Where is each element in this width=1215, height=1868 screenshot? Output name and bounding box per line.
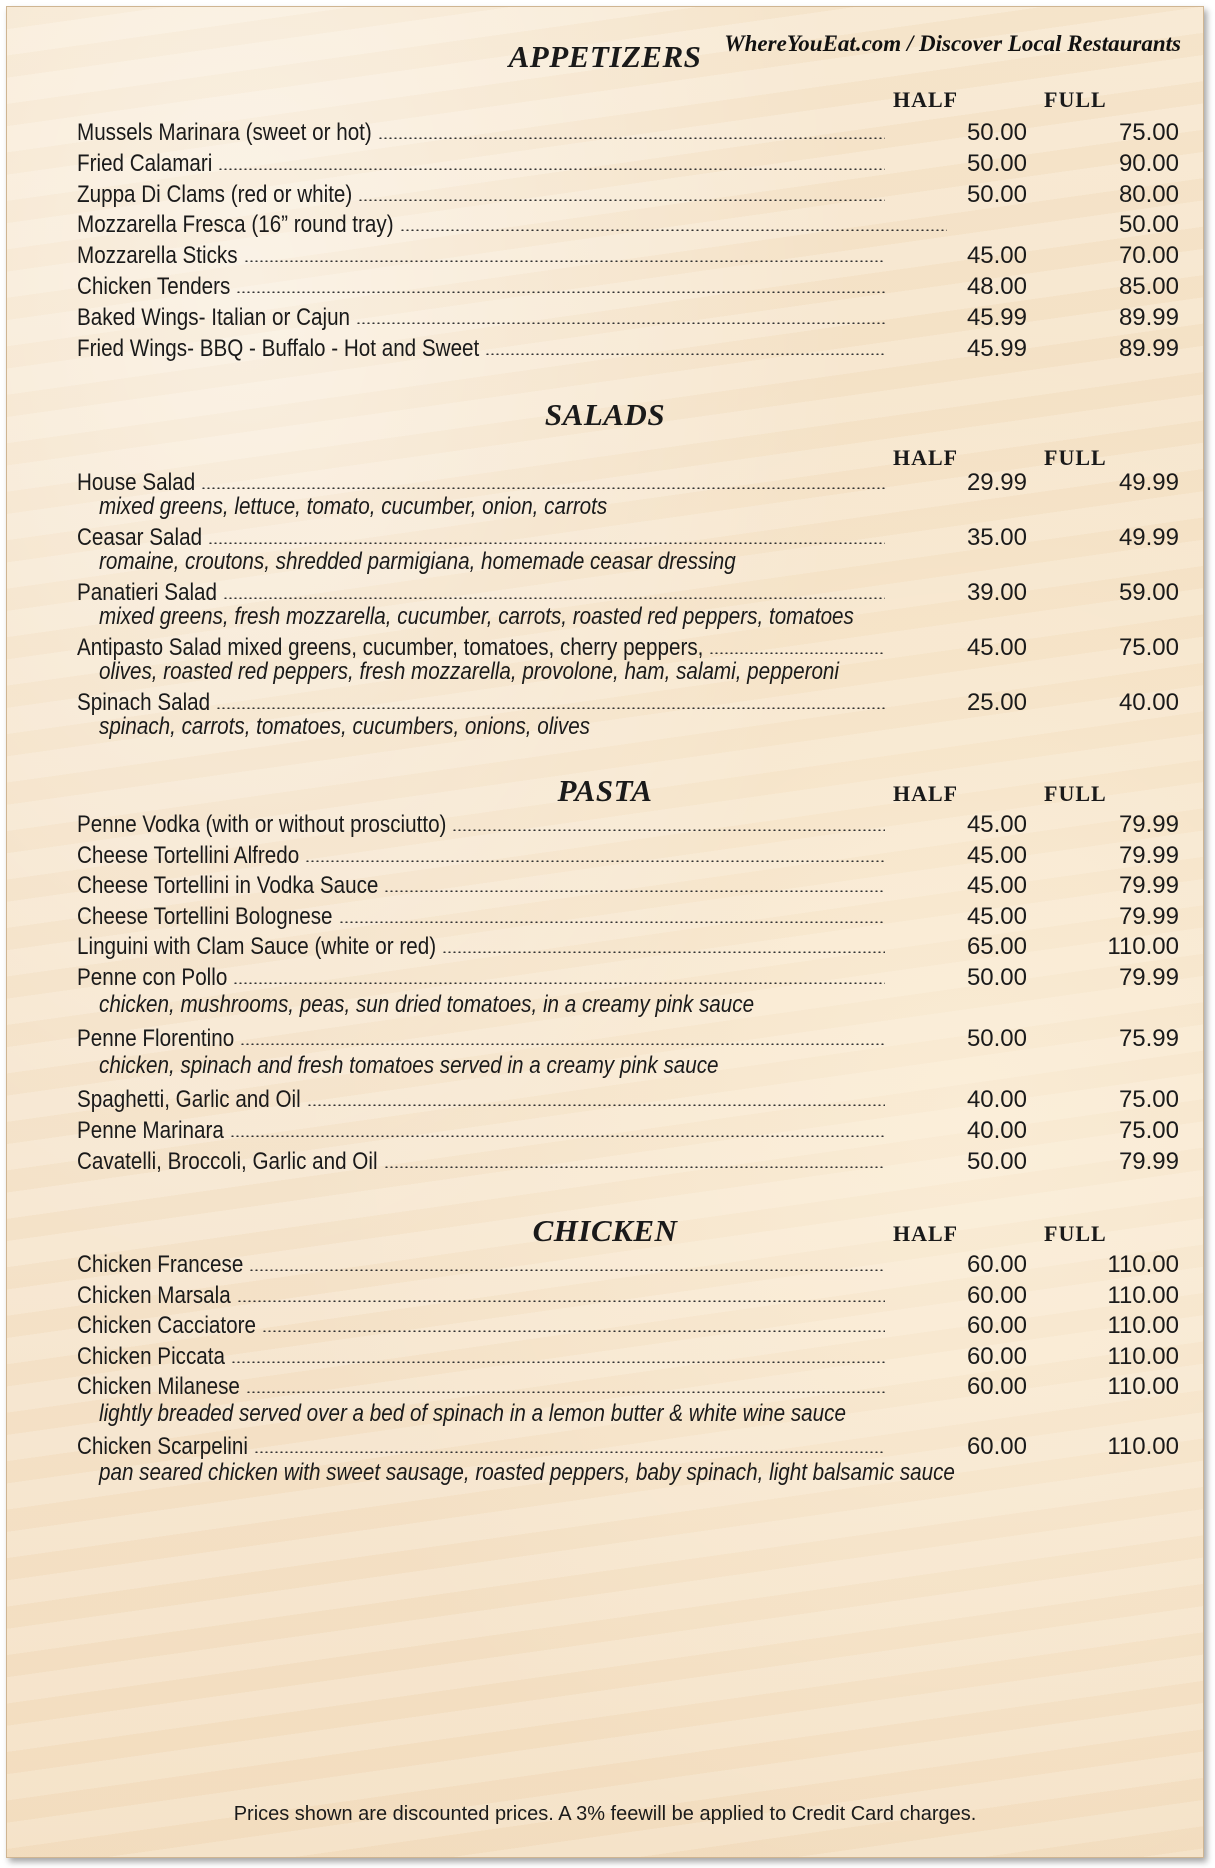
price-half: 45.99 (966, 334, 1027, 362)
dot-leader (233, 982, 885, 984)
dot-leader (216, 707, 885, 709)
item-name: Mussels Marinara (sweet or hot) (77, 119, 372, 146)
menu-item-row (77, 1310, 1187, 1342)
menu-item-row (77, 1371, 1187, 1403)
price-full: 75.00 (1118, 634, 1179, 661)
menu-item-row (77, 1146, 1187, 1178)
price-full: 80.00 (1118, 180, 1179, 208)
price-half: 50.00 (966, 180, 1027, 208)
price-full: 79.99 (1118, 964, 1179, 991)
dot-leader (240, 1043, 885, 1045)
item-name: Chicken Cacciatore (77, 1312, 256, 1340)
price-half: 45.00 (966, 242, 1027, 270)
item-name: Antipasto Salad mixed greens, cucumber, tomatoes, cherry peppers, (77, 634, 704, 661)
item-name: Chicken Scarpelini (77, 1432, 248, 1460)
item-name: Fried Wings- BBQ - Buffalo - Hot and Sweet (77, 334, 480, 362)
menu-item-row (77, 1023, 1187, 1055)
item-name: Penne Marinara (77, 1117, 224, 1144)
menu-item-row (77, 148, 1187, 180)
price-full: 79.99 (1118, 872, 1179, 900)
price-half: 45.00 (966, 811, 1027, 838)
price-full: 79.99 (1118, 811, 1179, 838)
price-full: 89.99 (1118, 303, 1179, 331)
section-title: CHICKEN (532, 1213, 678, 1248)
item-name: Chicken Marsala (77, 1281, 231, 1309)
price-full: 85.00 (1118, 273, 1179, 300)
price-full: 75.99 (1118, 1025, 1179, 1053)
column-header-half: HALF (893, 445, 959, 470)
price-half: 60.00 (966, 1432, 1027, 1460)
dot-leader (262, 1330, 885, 1332)
dot-leader (230, 1135, 885, 1137)
price-full: 50.00 (1118, 211, 1179, 239)
price-full: 70.00 (1118, 242, 1179, 270)
item-name: Chicken Tenders (77, 273, 231, 300)
price-full: 49.99 (1118, 469, 1179, 496)
watermark: WhereYouEat.com / Discover Local Restaurants (724, 31, 1181, 56)
column-header-half: HALF (893, 87, 959, 112)
price-half: 29.99 (966, 469, 1027, 496)
dot-leader (254, 1451, 885, 1453)
price-full: 79.99 (1118, 1147, 1179, 1175)
dot-leader (400, 229, 947, 231)
column-header-full: FULL (1044, 781, 1107, 806)
item-name: Penne Vodka (with or without prosciutto) (77, 811, 447, 838)
item-name: Spaghetti, Garlic and Oil (77, 1086, 301, 1114)
dot-leader (378, 137, 885, 139)
dot-leader (485, 353, 885, 355)
menu-item-row (77, 1115, 1187, 1147)
menu-item-row (77, 240, 1187, 272)
price-half: 45.00 (966, 872, 1027, 900)
item-name: House Salad (77, 469, 196, 496)
dot-leader (249, 1269, 885, 1271)
menu-item-row (77, 901, 1187, 933)
price-half: 40.00 (966, 1086, 1027, 1114)
item-name: Cheese Tortellini Bolognese (77, 902, 333, 930)
item-description: olives, roasted red peppers, fresh mozzarella, provolone, ham, salami, pepperoni (99, 657, 839, 685)
dot-leader (384, 1166, 885, 1168)
dot-leader (452, 829, 885, 831)
column-header-half: HALF (893, 1221, 959, 1246)
item-description: mixed greens, fresh mozzarella, cucumber, carrots, roasted red peppers, tomatoes (99, 602, 854, 630)
menu-item-row (77, 870, 1187, 902)
price-half: 50.00 (966, 119, 1027, 146)
menu-item-row (77, 809, 1187, 841)
price-half: 45.00 (966, 902, 1027, 930)
menu-item-row (77, 1431, 1187, 1463)
menu-item-row (77, 271, 1187, 303)
item-name: Baked Wings- Italian or Cajun (77, 303, 351, 331)
menu-item-row (77, 1249, 1187, 1281)
dot-leader (305, 860, 885, 862)
menu-item-row (77, 179, 1187, 211)
item-name: Panatieri Salad (77, 579, 217, 606)
footer-note: Prices shown are discounted prices. A 3% feewill be applied to Credit Card charges. (233, 1803, 977, 1825)
price-full: 90.00 (1118, 149, 1179, 177)
dot-leader (358, 199, 885, 201)
price-half: 39.00 (966, 579, 1027, 606)
section-title: PASTA (557, 773, 653, 808)
dot-leader (231, 1361, 885, 1363)
price-full: 110.00 (1107, 1373, 1179, 1401)
dot-leader (709, 652, 885, 654)
price-full: 75.00 (1118, 1117, 1179, 1144)
menu-item-row (77, 209, 1187, 241)
item-name: Zuppa Di Clams (red or white) (77, 180, 353, 208)
menu-item-row (77, 333, 1187, 365)
price-half: 60.00 (966, 1342, 1027, 1370)
dot-leader (223, 597, 885, 599)
price-full: 59.00 (1118, 579, 1179, 606)
dot-leader (244, 260, 885, 262)
item-name: Linguini with Clam Sauce (white or red) (77, 933, 437, 961)
dot-leader (339, 921, 885, 923)
dot-leader (237, 1300, 885, 1302)
item-name: Penne Florentino (77, 1025, 235, 1053)
item-description: mixed greens, lettuce, tomato, cucumber, onion, carrots (99, 492, 608, 520)
price-half: 50.00 (966, 149, 1027, 177)
item-name: Spinach Salad (77, 689, 211, 716)
item-name: Cavatelli, Broccoli, Garlic and Oil (77, 1147, 378, 1175)
menu-item-row (77, 1084, 1187, 1116)
price-full: 89.99 (1118, 334, 1179, 362)
item-name: Chicken Piccata (77, 1342, 225, 1370)
menu-item-row (77, 962, 1187, 994)
price-half: 50.00 (966, 1025, 1027, 1053)
item-name: Ceasar Salad (77, 524, 203, 551)
item-name: Mozzarella Sticks (77, 242, 238, 270)
price-half: 60.00 (966, 1251, 1027, 1278)
price-half: 25.00 (966, 689, 1027, 716)
dot-leader (356, 322, 885, 324)
menu-item-row (77, 1280, 1187, 1312)
dot-leader (208, 542, 885, 544)
price-full: 110.00 (1107, 933, 1179, 961)
price-half: 60.00 (966, 1373, 1027, 1401)
column-header-full: FULL (1044, 87, 1107, 112)
price-full: 110.00 (1107, 1281, 1179, 1309)
item-name: Chicken Milanese (77, 1373, 240, 1401)
menu-item-row (77, 1341, 1187, 1373)
menu-item-row (77, 117, 1187, 149)
item-name: Fried Calamari (77, 149, 213, 177)
item-description: spinach, carrots, tomatoes, cucumbers, onions, olives (99, 712, 591, 740)
price-full: 75.00 (1118, 119, 1179, 146)
item-name: Chicken Francese (77, 1251, 244, 1278)
item-name: Cheese Tortellini Alfredo (77, 841, 300, 869)
section-title: APPETIZERS (508, 39, 702, 74)
section-title: SALADS (544, 397, 666, 432)
price-half: 40.00 (966, 1117, 1027, 1144)
dot-leader (201, 487, 885, 489)
price-full: 79.99 (1118, 841, 1179, 869)
price-half: 65.00 (966, 933, 1027, 961)
menu-page (6, 6, 1204, 1858)
price-half: 48.00 (966, 273, 1027, 300)
price-half: 60.00 (966, 1312, 1027, 1340)
price-half: 35.00 (966, 524, 1027, 551)
price-half: 50.00 (966, 1147, 1027, 1175)
item-description: chicken, spinach and fresh tomatoes served in a creamy pink sauce (99, 1051, 719, 1079)
dot-leader (246, 1391, 885, 1393)
price-half: 45.99 (966, 303, 1027, 331)
dot-leader (384, 890, 885, 892)
column-header-full: FULL (1044, 445, 1107, 470)
price-full: 110.00 (1107, 1251, 1179, 1278)
menu-item-row (77, 840, 1187, 872)
price-full: 110.00 (1107, 1432, 1179, 1460)
price-half: 50.00 (966, 964, 1027, 991)
item-description: romaine, croutons, shredded parmigiana, homemade ceasar dressing (99, 547, 736, 575)
item-name: Penne con Pollo (77, 964, 228, 991)
price-full: 110.00 (1107, 1312, 1179, 1340)
column-header-half: HALF (893, 781, 959, 806)
price-full: 79.99 (1118, 902, 1179, 930)
menu-item-row (77, 931, 1187, 963)
menu-item-row (77, 302, 1187, 334)
dot-leader (307, 1104, 885, 1106)
price-full: 110.00 (1107, 1342, 1179, 1370)
price-full: 75.00 (1118, 1086, 1179, 1114)
price-half: 45.00 (966, 841, 1027, 869)
price-full: 49.99 (1118, 524, 1179, 551)
item-description: lightly breaded served over a bed of spinach in a lemon butter & white wine sauce (99, 1400, 846, 1427)
dot-leader (218, 168, 885, 170)
dot-leader (442, 951, 885, 953)
dot-leader (236, 291, 885, 293)
item-name: Cheese Tortellini in Vodka Sauce (77, 872, 379, 900)
item-name: Mozzarella Fresca (16” round tray) (77, 211, 394, 239)
price-half: 60.00 (966, 1281, 1027, 1309)
price-full: 40.00 (1118, 689, 1179, 716)
item-description: chicken, mushrooms, peas, sun dried tomatoes, in a creamy pink sauce (99, 990, 755, 1018)
price-half: 45.00 (966, 634, 1027, 661)
item-description: pan seared chicken with sweet sausage, roasted peppers, baby spinach, light balsamic sauce (99, 1459, 955, 1487)
column-header-full: FULL (1044, 1221, 1107, 1246)
